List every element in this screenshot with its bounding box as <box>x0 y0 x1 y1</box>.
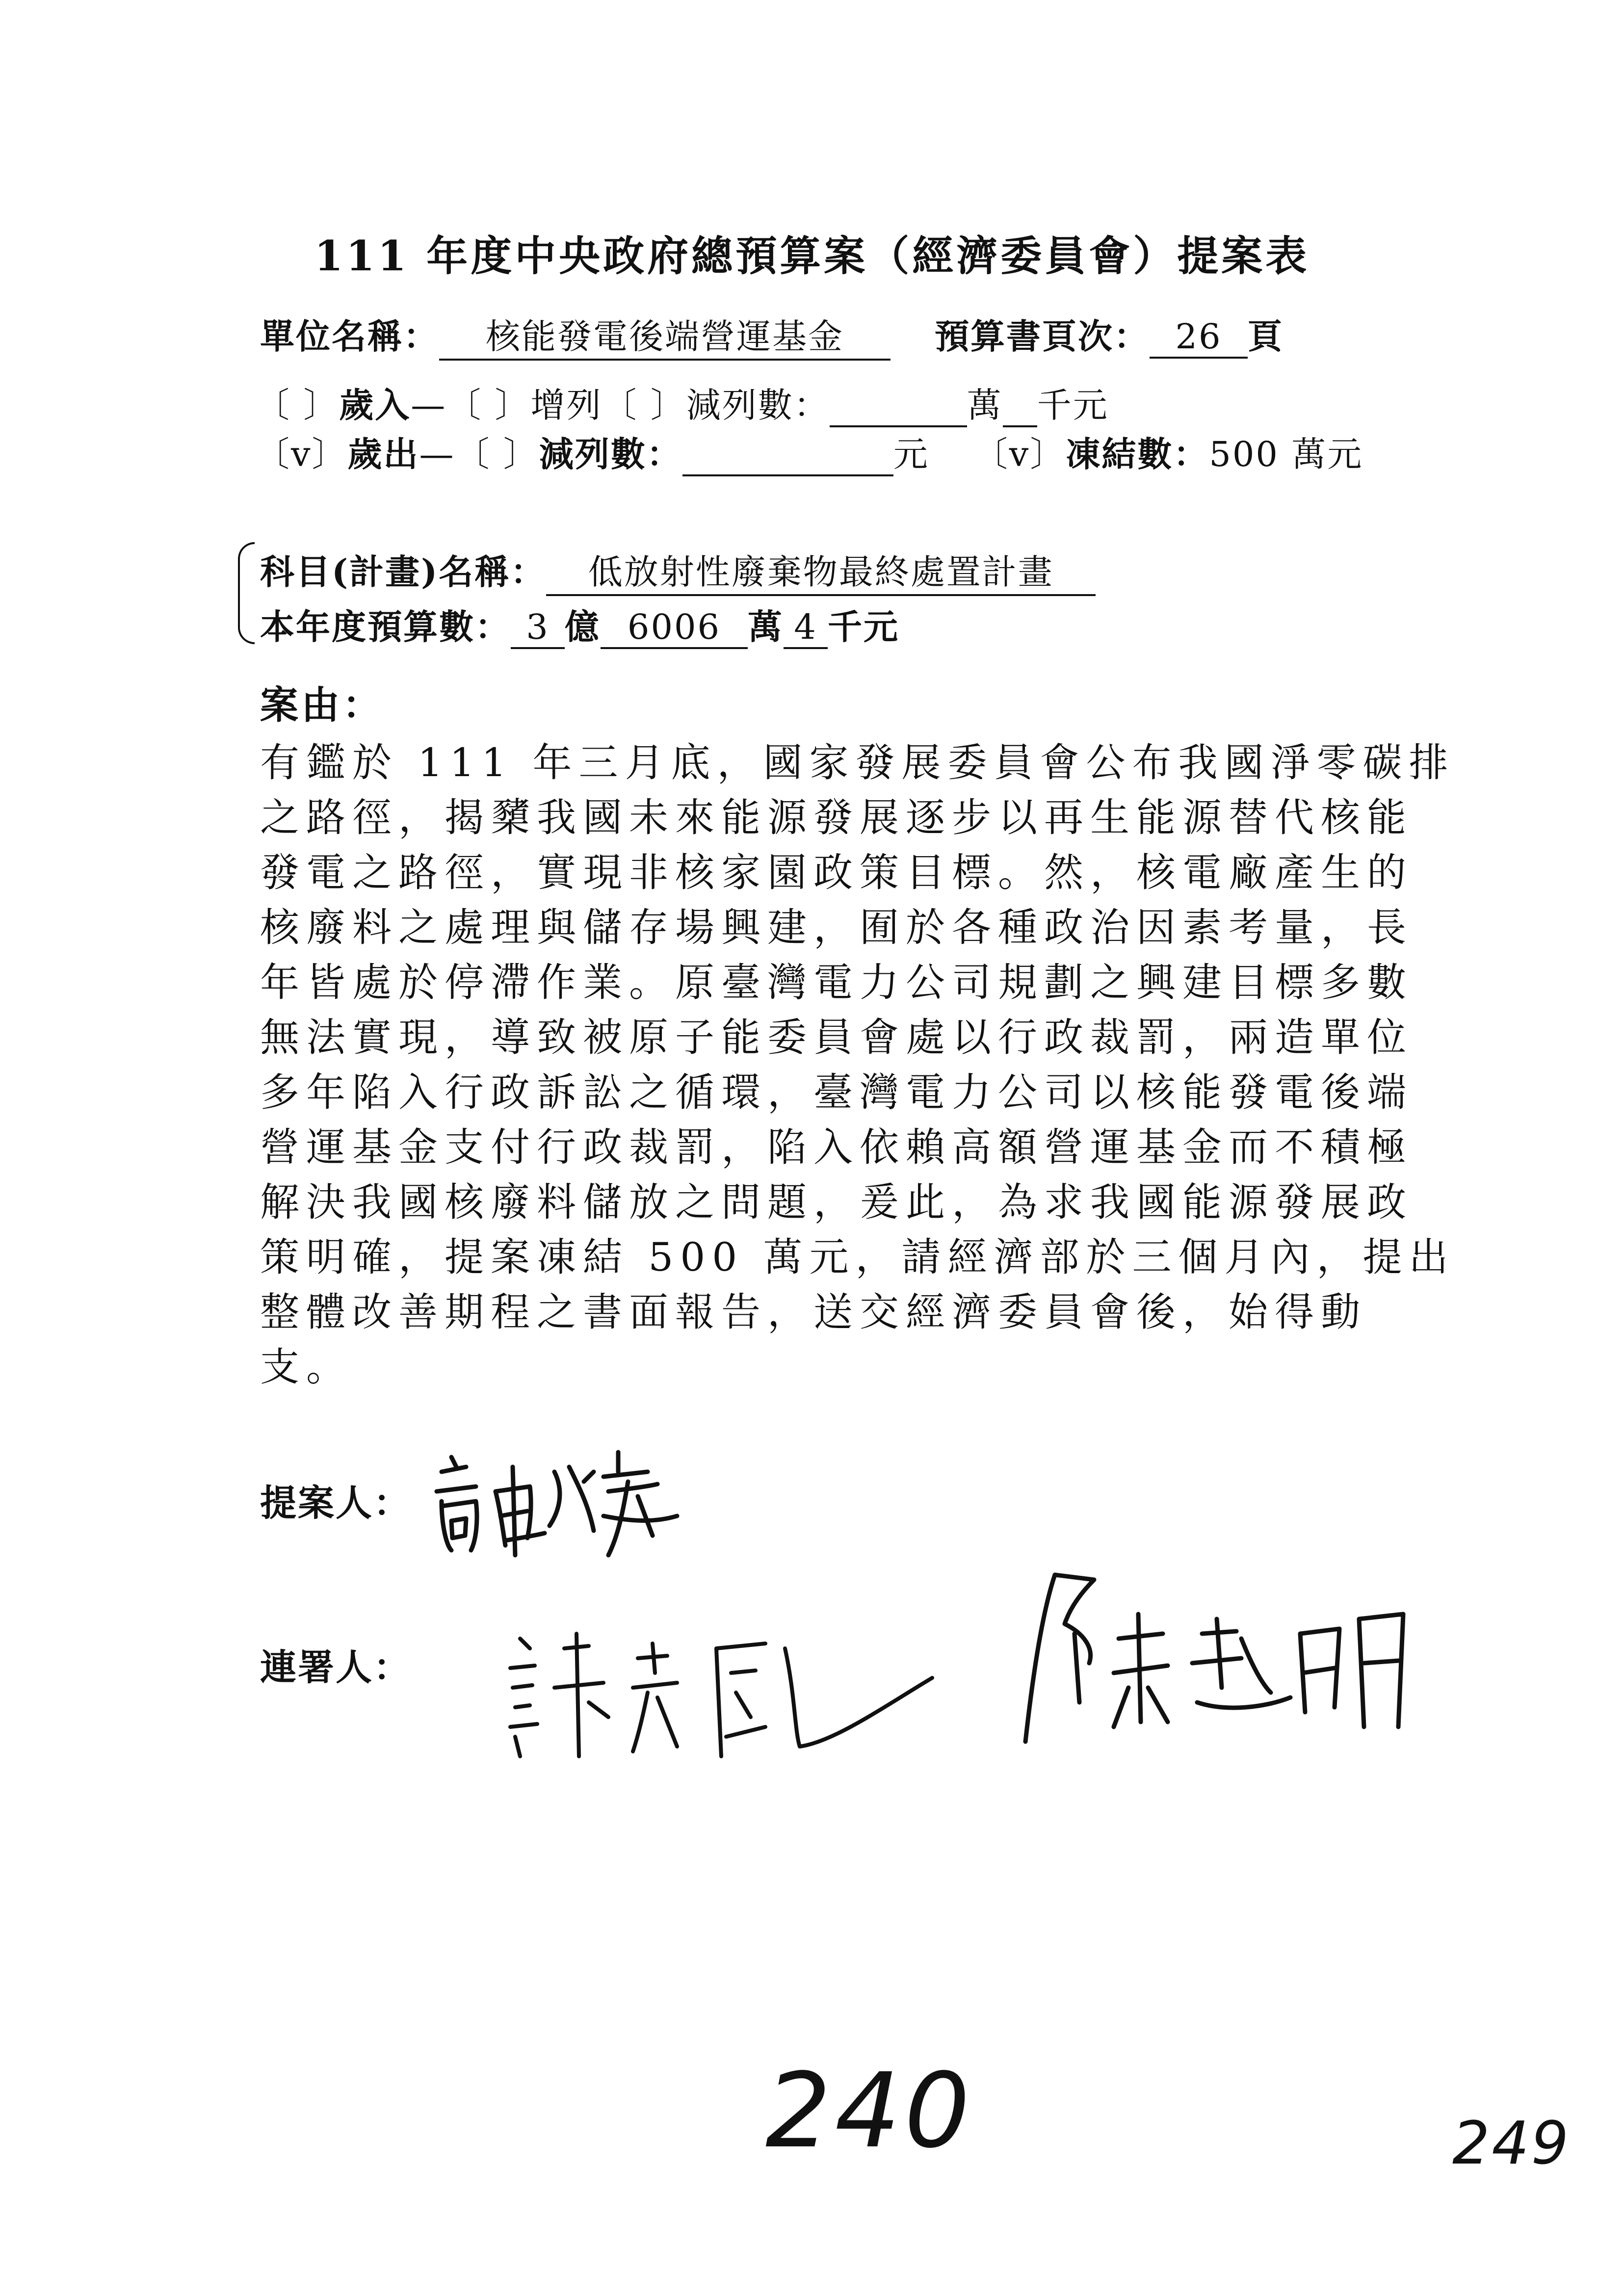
income-qianyuan: 千元 <box>1037 385 1109 425</box>
add-label: 增列 <box>530 385 602 425</box>
freeze-checkbox: 〔v〕 <box>973 434 1066 474</box>
budget-qianyuan: 千元 <box>828 606 899 647</box>
proposer-signature <box>422 1437 697 1565</box>
expense-dash: — <box>419 434 455 474</box>
page-unit: 頁 <box>1248 316 1283 357</box>
subject-bracket <box>238 542 255 644</box>
page-value: 26 <box>1150 316 1248 359</box>
budget-label: 本年度預算數： <box>260 606 511 647</box>
reason-line: 核廢料之處理與儲存場興建，囿於各種政治因素考量，長 <box>260 905 1413 950</box>
freeze-label: 凍結數： <box>1066 434 1209 474</box>
income-dash: — <box>411 385 447 425</box>
reason-line: 支。 <box>260 1344 352 1390</box>
expense-checkbox: 〔v〕 <box>255 434 348 474</box>
add-checkbox: 〔 〕 <box>446 385 531 425</box>
cosigner-signature-1 <box>491 1619 962 1766</box>
reduce-checkbox: 〔 〕 <box>602 385 686 425</box>
page-number-small: 249 <box>1452 2110 1571 2178</box>
income-row <box>255 378 1109 427</box>
budget-qian-value: 4 <box>784 607 828 649</box>
expense-reduce-checkbox: 〔 〕 <box>455 434 539 474</box>
subject-value: 低放射性廢棄物最終處置計畫 <box>546 545 1096 596</box>
proposer-label: 提案人： <box>260 1482 411 1524</box>
subject-row <box>260 545 1096 596</box>
cosigners-label: 連署人： <box>260 1646 411 1689</box>
reason-line: 有鑑於 111 年三月底，國家發展委員會公布我國淨零碳排 <box>260 740 1455 785</box>
reason-line: 之路徑，揭櫫我國未來能源發展逐步以再生能源替代核能 <box>260 795 1413 840</box>
reason-line: 整體改善期程之書面報告，送交經濟委員會後，始得動 <box>260 1289 1367 1335</box>
income-checkbox: 〔 〕 <box>255 385 340 425</box>
budget-wan-value: 6006 <box>601 607 748 649</box>
expense-reduce-blank <box>682 434 893 476</box>
unit-row <box>260 309 1283 361</box>
expense-row <box>255 427 1363 476</box>
reason-line: 解決我國核廢料儲放之問題，爰此，為求我國能源發展政 <box>260 1179 1413 1225</box>
unit-label: 單位名稱： <box>260 316 439 357</box>
freeze-value: 500 萬元 <box>1209 434 1363 474</box>
income-label: 歲入 <box>339 385 411 425</box>
income-wan: 萬 <box>967 385 1003 425</box>
reason-line: 無法實現，導致被原子能委員會處以行政裁罰，兩造單位 <box>260 1015 1413 1060</box>
reason-label: 案由： <box>260 683 384 728</box>
reason-line: 年皆處於停滯作業。原臺灣電力公司規劃之興建目標多數 <box>260 960 1413 1005</box>
budget-yi: 億 <box>565 606 601 647</box>
page-title: 111 年度中央政府總預算案（經濟委員會）提案表 <box>314 232 1310 280</box>
income-reduce-label: 減列數： <box>686 385 830 425</box>
page-number-large: 240 <box>765 2051 974 2171</box>
expense-reduce-label: 減列數： <box>539 434 682 474</box>
budget-wan: 萬 <box>748 606 784 647</box>
reason-line: 多年陷入行政訴訟之循環，臺灣電力公司以核能發電後端 <box>260 1070 1413 1115</box>
subject-label: 科目(計畫)名稱： <box>260 551 547 592</box>
expense-yuan: 元 <box>893 434 929 474</box>
budget-yi-value: 3 <box>511 607 565 649</box>
reason-line: 營運基金支付行政裁罰，陷入依賴高額營運基金而不積極 <box>260 1124 1413 1170</box>
income-reduce-blank <box>830 385 967 427</box>
cosigner-signature-2 <box>1006 1565 1428 1771</box>
expense-label: 歲出 <box>347 434 419 474</box>
page-label: 預算書頁次： <box>935 316 1150 357</box>
unit-value: 核能發電後端營運基金 <box>439 309 891 361</box>
income-qian-blank <box>1003 385 1037 427</box>
budget-row <box>260 600 899 649</box>
reason-line: 策明確，提案凍結 500 萬元，請經濟部於三個月內，提出 <box>260 1234 1455 1280</box>
reason-line: 發電之路徑，實現非核家園政策目標。然，核電廠產生的 <box>260 850 1413 895</box>
